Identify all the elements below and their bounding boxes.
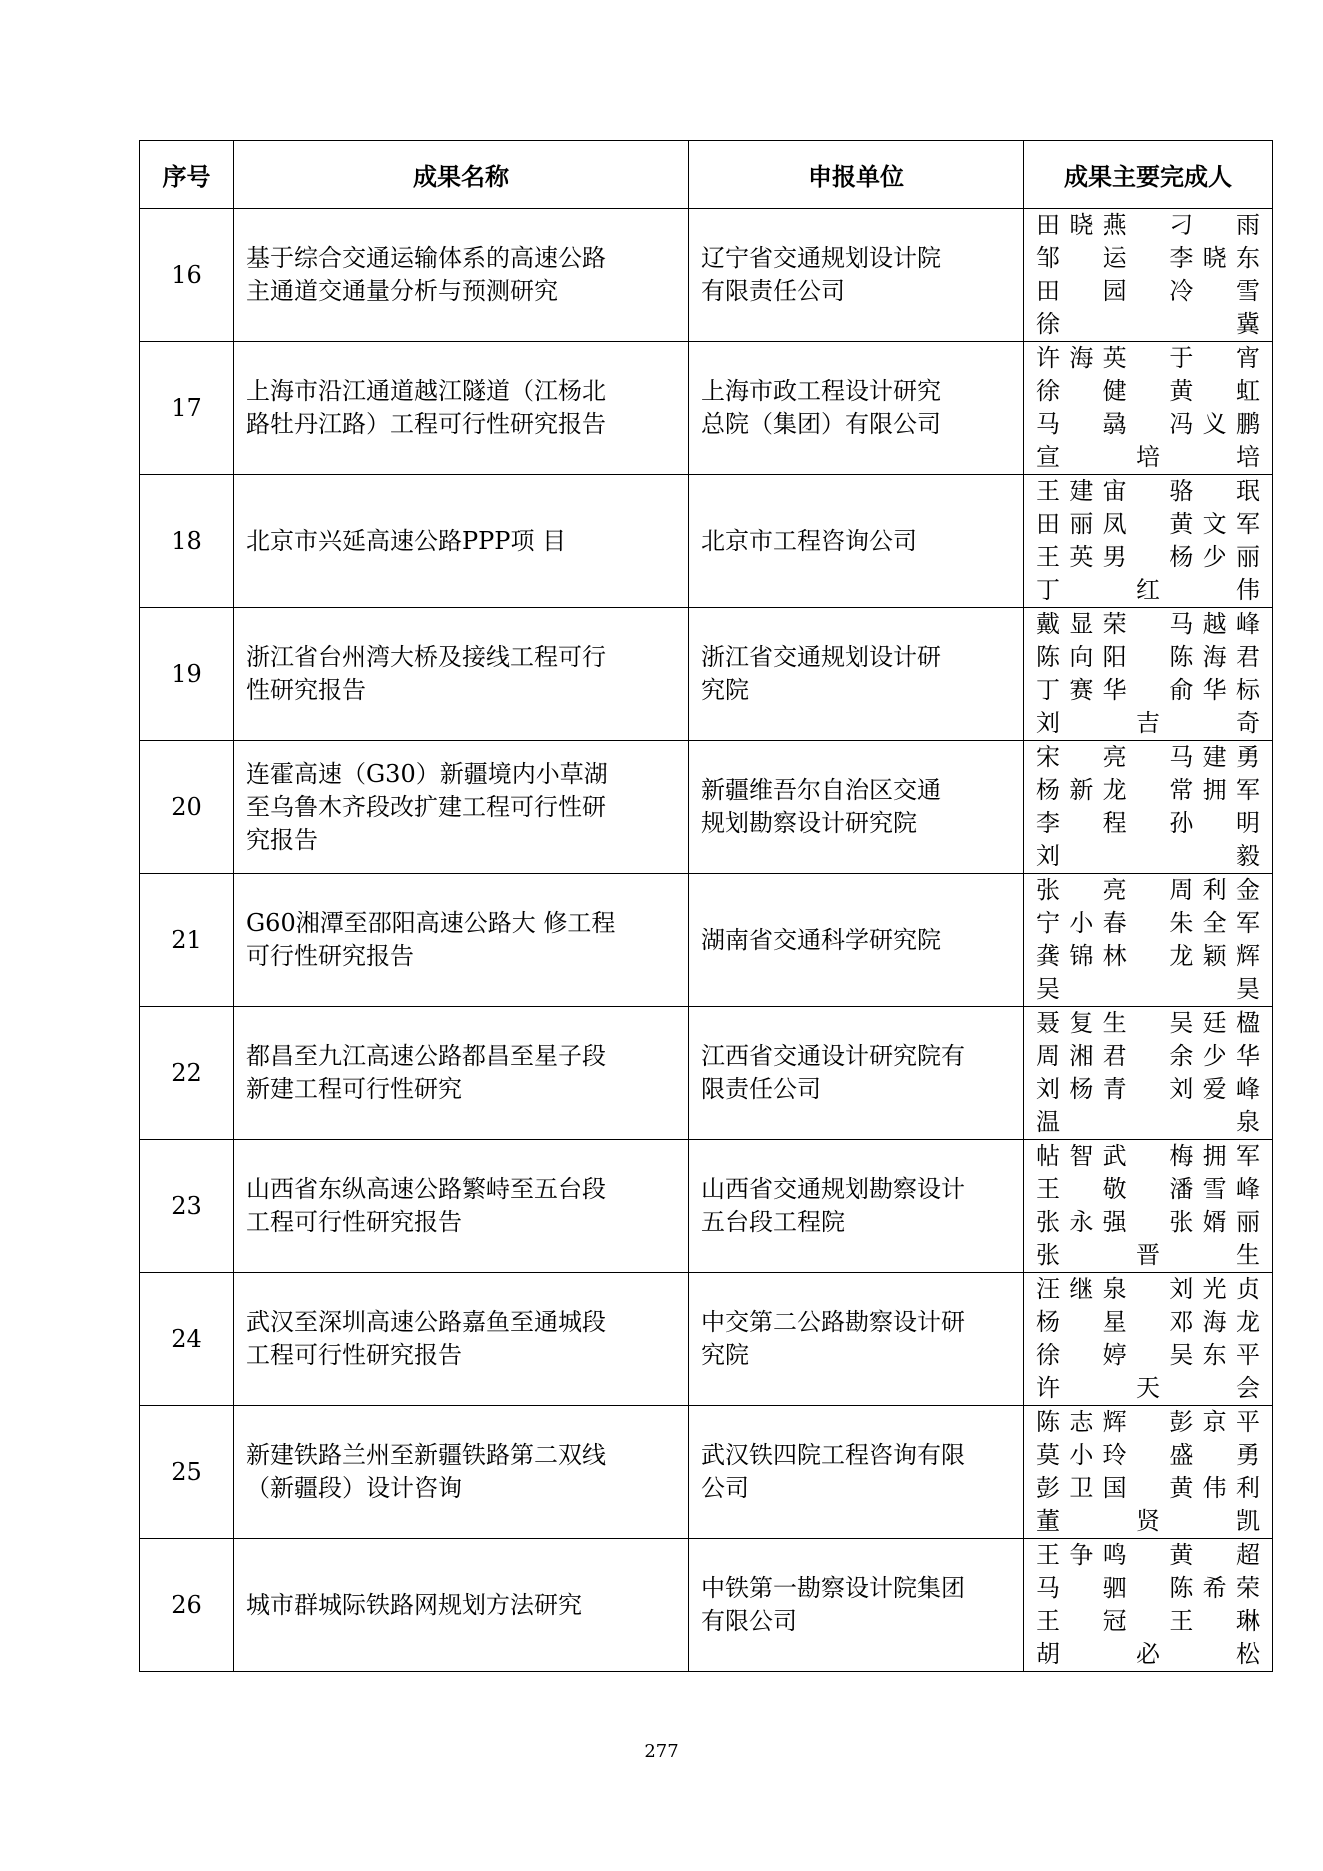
contributors-cell-line: 彭卫国 黄伟利 <box>1036 1474 1260 1502</box>
applicant-unit-cell-line: 江西省交通设计研究院有 <box>701 1042 965 1070</box>
applicant-unit-cell-line: 究院 <box>701 676 749 704</box>
serial-number-cell: 16 <box>140 209 234 342</box>
contributors-cell-line: 陈志辉 彭京平 <box>1036 1408 1260 1436</box>
result-name-cell-line: 城市群城际铁路网规划方法研究 <box>246 1590 582 1619</box>
applicant-unit-cell <box>689 342 1024 475</box>
result-name-cell-line: 山西省东纵高速公路繁峙至五台段 <box>246 1175 606 1203</box>
contributors-cell <box>1024 1140 1273 1273</box>
contributors-cell <box>1024 342 1273 475</box>
contributors-cell-line: 刘 毅 <box>1036 842 1260 870</box>
header-main-contributors: 成果主要完成人 <box>1024 141 1273 209</box>
result-name-cell-line: 基于综合交通运输体系的高速公路 <box>246 244 606 272</box>
contributors-cell-line: 王 冠 王 琳 <box>1036 1607 1260 1635</box>
contributors-cell-line: 莫小玲 盛 勇 <box>1036 1441 1260 1469</box>
contributors-cell-line: 徐 健 黄 虹 <box>1036 377 1260 405</box>
result-name-cell <box>234 342 689 475</box>
results-table <box>139 140 1273 1672</box>
contributors-cell-line: 王 敬 潘雪峰 <box>1036 1175 1260 1203</box>
result-name-cell-line: 浙江省台州湾大桥及接线工程可行 <box>246 643 606 671</box>
contributors-cell-line: 田丽凤 黄文军 <box>1036 510 1260 538</box>
contributors-cell-line: 张永强 张婿丽 <box>1036 1208 1260 1236</box>
table-row <box>140 608 1273 741</box>
table-row <box>140 1539 1273 1672</box>
contributors-cell <box>1024 1406 1273 1539</box>
serial-number-cell: 18 <box>140 475 234 608</box>
result-name-cell <box>234 475 689 608</box>
serial-number-cell: 21 <box>140 874 234 1007</box>
header-row <box>140 141 1273 209</box>
contributors-cell-line: 宁小春 朱全军 <box>1036 909 1260 937</box>
result-name-cell-line: G60湘潭至邵阳高速公路大 修工程 <box>246 909 616 937</box>
applicant-unit-cell-line: 限责任公司 <box>701 1075 821 1103</box>
contributors-cell-line: 邹 运 李晓东 <box>1036 244 1260 272</box>
applicant-unit-cell <box>689 209 1024 342</box>
contributors-cell-line: 吴 昊 <box>1036 975 1260 1003</box>
applicant-unit-cell-line: 有限公司 <box>701 1607 797 1635</box>
contributors-cell-line: 杨新龙 常拥军 <box>1036 776 1260 804</box>
applicant-unit-cell <box>689 1539 1024 1672</box>
applicant-unit-cell-line: 北京市工程咨询公司 <box>701 526 917 555</box>
result-name-cell <box>234 874 689 1007</box>
contributors-cell-line: 董贤凯 <box>1036 1507 1260 1535</box>
serial-number-cell: 17 <box>140 342 234 475</box>
contributors-cell-line: 丁红伟 <box>1036 576 1260 604</box>
table-body <box>140 209 1273 1672</box>
contributors-cell <box>1024 209 1273 342</box>
applicant-unit-cell <box>689 741 1024 874</box>
result-name-cell <box>234 1406 689 1539</box>
contributors-cell-line: 温 泉 <box>1036 1108 1260 1136</box>
applicant-unit-cell-line: 规划勘察设计研究院 <box>701 809 917 837</box>
applicant-unit-cell <box>689 1406 1024 1539</box>
result-name-cell-line: （新疆段）设计咨询 <box>246 1474 462 1502</box>
contributors-cell-line: 王建宙 骆 珉 <box>1036 477 1260 505</box>
contributors-cell-line: 汪继泉 刘光贞 <box>1036 1275 1260 1303</box>
table-row <box>140 1406 1273 1539</box>
table-row <box>140 1273 1273 1406</box>
contributors-cell-line: 胡必松 <box>1036 1640 1260 1668</box>
applicant-unit-cell-line: 辽宁省交通规划设计院 <box>701 244 941 272</box>
serial-number-cell: 22 <box>140 1007 234 1140</box>
result-name-cell-line: 究报告 <box>246 825 318 854</box>
contributors-cell-line: 徐 婷 吴东平 <box>1036 1341 1260 1369</box>
result-name-cell-line: 北京市兴延高速公路PPP项 目 <box>246 526 567 555</box>
result-name-cell-line: 至乌鲁木齐段改扩建工程可行性研 <box>246 792 606 821</box>
contributors-cell-line: 王争鸣 黄 超 <box>1036 1541 1260 1569</box>
header-result-name: 成果名称 <box>234 141 689 209</box>
result-name-cell-line: 工程可行性研究报告 <box>246 1208 462 1236</box>
applicant-unit-cell <box>689 1273 1024 1406</box>
result-name-cell-line: 连霍高速（G30）新疆境内小草湖 <box>246 759 608 788</box>
table-row <box>140 1007 1273 1140</box>
applicant-unit-cell-line: 山西省交通规划勘察设计 <box>701 1175 965 1203</box>
applicant-unit-cell-line: 浙江省交通规划设计研 <box>701 643 941 671</box>
applicant-unit-cell <box>689 1140 1024 1273</box>
table-row <box>140 475 1273 608</box>
applicant-unit-cell-line: 上海市政工程设计研究 <box>701 377 941 405</box>
result-name-cell-line: 路牡丹江路）工程可行性研究报告 <box>246 410 606 438</box>
result-name-cell-line: 可行性研究报告 <box>246 942 414 970</box>
applicant-unit-cell <box>689 1007 1024 1140</box>
result-name-cell-line: 武汉至深圳高速公路嘉鱼至通城段 <box>246 1308 606 1336</box>
contributors-cell-line: 聂复生 吴廷楹 <box>1036 1009 1260 1037</box>
contributors-cell-line: 宣培培 <box>1036 443 1260 471</box>
contributors-cell <box>1024 874 1273 1007</box>
contributors-cell <box>1024 1007 1273 1140</box>
contributors-cell-line: 马 驷 陈希荣 <box>1036 1574 1260 1602</box>
contributors-cell-line: 张晋生 <box>1036 1241 1260 1269</box>
result-name-cell <box>234 741 689 874</box>
result-name-cell-line: 新建工程可行性研究 <box>246 1075 462 1103</box>
contributors-cell-line: 许海英 于 宵 <box>1036 344 1260 372</box>
table-row <box>140 874 1273 1007</box>
serial-number-cell: 25 <box>140 1406 234 1539</box>
result-name-cell-line: 上海市沿江通道越江隧道（江杨北 <box>246 377 606 405</box>
contributors-cell-line: 许天会 <box>1036 1374 1260 1402</box>
applicant-unit-cell-line: 湖南省交通科学研究院 <box>701 925 941 954</box>
applicant-unit-cell-line: 武汉铁四院工程咨询有限 <box>701 1441 965 1469</box>
contributors-cell-line: 田 园 冷 雪 <box>1036 277 1260 305</box>
result-name-cell-line: 主通道交通量分析与预测研究 <box>246 277 558 305</box>
serial-number-cell: 19 <box>140 608 234 741</box>
result-name-cell-line: 工程可行性研究报告 <box>246 1341 462 1369</box>
contributors-cell-line: 帖智武 梅拥军 <box>1036 1142 1260 1170</box>
contributors-cell <box>1024 608 1273 741</box>
applicant-unit-cell-line: 究院 <box>701 1341 749 1369</box>
table-header <box>140 141 1273 209</box>
contributors-cell-line: 戴显荣 马越峰 <box>1036 610 1260 638</box>
contributors-cell-line: 刘杨青 刘爱峰 <box>1036 1075 1260 1103</box>
contributors-cell-line: 杨 星 邓海龙 <box>1036 1308 1260 1336</box>
applicant-unit-cell <box>689 608 1024 741</box>
serial-number-cell: 20 <box>140 741 234 874</box>
result-name-cell <box>234 1273 689 1406</box>
contributors-cell-line: 刘吉奇 <box>1036 709 1260 737</box>
serial-number-cell: 26 <box>140 1539 234 1672</box>
result-name-cell <box>234 608 689 741</box>
applicant-unit-cell-line: 中铁第一勘察设计院集团 <box>701 1574 965 1602</box>
table-row <box>140 1140 1273 1273</box>
table-row <box>140 741 1273 874</box>
contributors-cell-line: 马 骉 冯义鹏 <box>1036 410 1260 438</box>
result-name-cell <box>234 1007 689 1140</box>
contributors-cell-line: 宋 亮 马建勇 <box>1036 743 1260 771</box>
contributors-cell-line: 田晓燕 刁 雨 <box>1036 211 1260 239</box>
result-name-cell-line: 性研究报告 <box>246 676 366 704</box>
applicant-unit-cell-line: 五台段工程院 <box>701 1208 845 1236</box>
contributors-cell <box>1024 475 1273 608</box>
table-row <box>140 209 1273 342</box>
result-name-cell-line: 新建铁路兰州至新疆铁路第二双线 <box>246 1441 606 1469</box>
contributors-cell <box>1024 741 1273 874</box>
serial-number-cell: 24 <box>140 1273 234 1406</box>
contributors-cell-line: 龚锦林 龙颖辉 <box>1036 942 1260 970</box>
applicant-unit-cell-line: 有限责任公司 <box>701 277 845 305</box>
header-serial-number: 序号 <box>140 141 234 209</box>
result-name-cell <box>234 1140 689 1273</box>
applicant-unit-cell <box>689 874 1024 1007</box>
header-applicant-unit: 申报单位 <box>689 141 1024 209</box>
table-row <box>140 342 1273 475</box>
page-number: 277 <box>644 1741 679 1762</box>
result-name-cell-line: 都昌至九江高速公路都昌至星子段 <box>246 1042 606 1070</box>
applicant-unit-cell-line: 中交第二公路勘察设计研 <box>701 1308 965 1336</box>
contributors-cell-line: 王英男 杨少丽 <box>1036 543 1260 571</box>
contributors-cell-line: 张 亮 周利金 <box>1036 876 1260 904</box>
contributors-cell <box>1024 1539 1273 1672</box>
contributors-cell-line: 徐 冀 <box>1036 310 1260 338</box>
result-name-cell <box>234 209 689 342</box>
applicant-unit-cell <box>689 475 1024 608</box>
applicant-unit-cell-line: 公司 <box>701 1474 749 1502</box>
applicant-unit-cell-line: 新疆维吾尔自治区交通 <box>701 776 941 804</box>
contributors-cell <box>1024 1273 1273 1406</box>
contributors-cell-line: 陈向阳 陈海君 <box>1036 643 1260 671</box>
result-name-cell <box>234 1539 689 1672</box>
applicant-unit-cell-line: 总院（集团）有限公司 <box>701 410 941 438</box>
contributors-cell-line: 李 程 孙 明 <box>1036 809 1260 837</box>
contributors-cell-line: 周湘君 余少华 <box>1036 1042 1260 1070</box>
serial-number-cell: 23 <box>140 1140 234 1273</box>
contributors-cell-line: 丁赛华 俞华标 <box>1036 676 1260 704</box>
